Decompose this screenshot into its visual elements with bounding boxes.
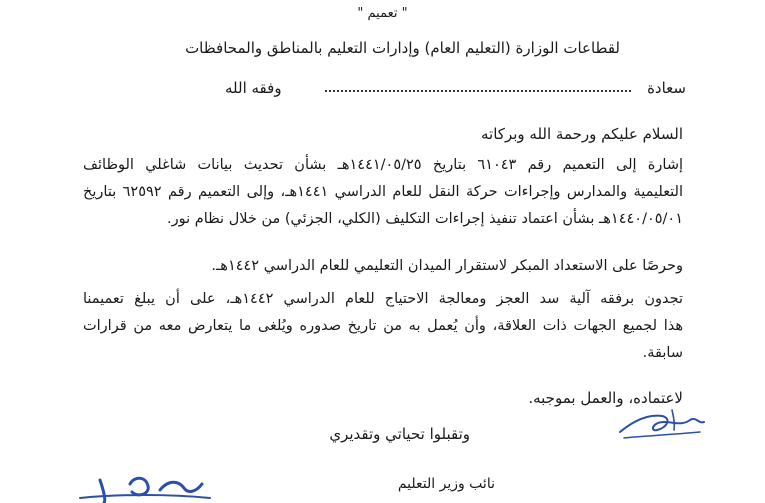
thanks-line: وتقبلوا تحياتي وتقديري bbox=[329, 425, 470, 443]
paragraph-1-line: ١٤٤٠/٠٥/٠١هـ بشأن اعتماد تنفيذ إجراءات التكليف (الكلي، الجزئي) من خلال نظام نور. bbox=[167, 211, 683, 227]
addressee-line: لقطاعات الوزارة (التعليم العام) وإدارات التعليم بالمناطق والمحافظات bbox=[185, 39, 620, 57]
second-signature-image bbox=[60, 470, 220, 503]
dotted-name-line bbox=[325, 90, 631, 92]
paragraph-3-line: تجدون برفقه آلية سد العجز ومعالجة الاحتياج للعام الدراسي ١٤٤٢هـ، على أن يبلغ تعميمنا bbox=[83, 291, 683, 307]
salutation-suffix: وفقه الله bbox=[225, 79, 282, 97]
paragraph-1-line: إشارة إلى التعميم رقم ٦١٠٤٣ بتاريخ ١٤٤١/٠٥/٢٥هـ بشأن تحديث بيانات شاغلي الوظائف bbox=[83, 157, 683, 173]
paragraph-2: وحرصًا على الاستعداد المبكر لاستقرار الميدان التعليمي للعام الدراسي ١٤٤٢هـ. bbox=[211, 258, 683, 274]
paragraph-3-line: هذا لجميع الجهات ذات العلاقة، وأن يُعمل به من تاريخ صدوره ويُلغى ما يتعارض معه من قرارات bbox=[83, 318, 683, 334]
signature-image bbox=[612, 392, 712, 447]
salutation-prefix: سعادة bbox=[647, 79, 686, 97]
greeting: السلام عليكم ورحمة الله وبركاته bbox=[481, 125, 683, 143]
deputy-minister-title: نائب وزير التعليم bbox=[397, 476, 495, 492]
paragraph-3-line: سابقة. bbox=[642, 345, 683, 361]
salutation-row bbox=[225, 78, 686, 100]
paragraph-1-line: التعليمية والمدارس وإجراءات حركة النقل للعام الدراسي ١٤٤١هـ، وإلى التعميم رقم ٦٢٥٩٢ بتاريخ bbox=[83, 184, 684, 200]
document-title: " تعميم " bbox=[357, 6, 408, 21]
paragraph-3 bbox=[83, 286, 683, 367]
paragraph-1 bbox=[83, 152, 683, 233]
closing-line: لاعتماده، والعمل بموجبه. bbox=[528, 389, 683, 407]
